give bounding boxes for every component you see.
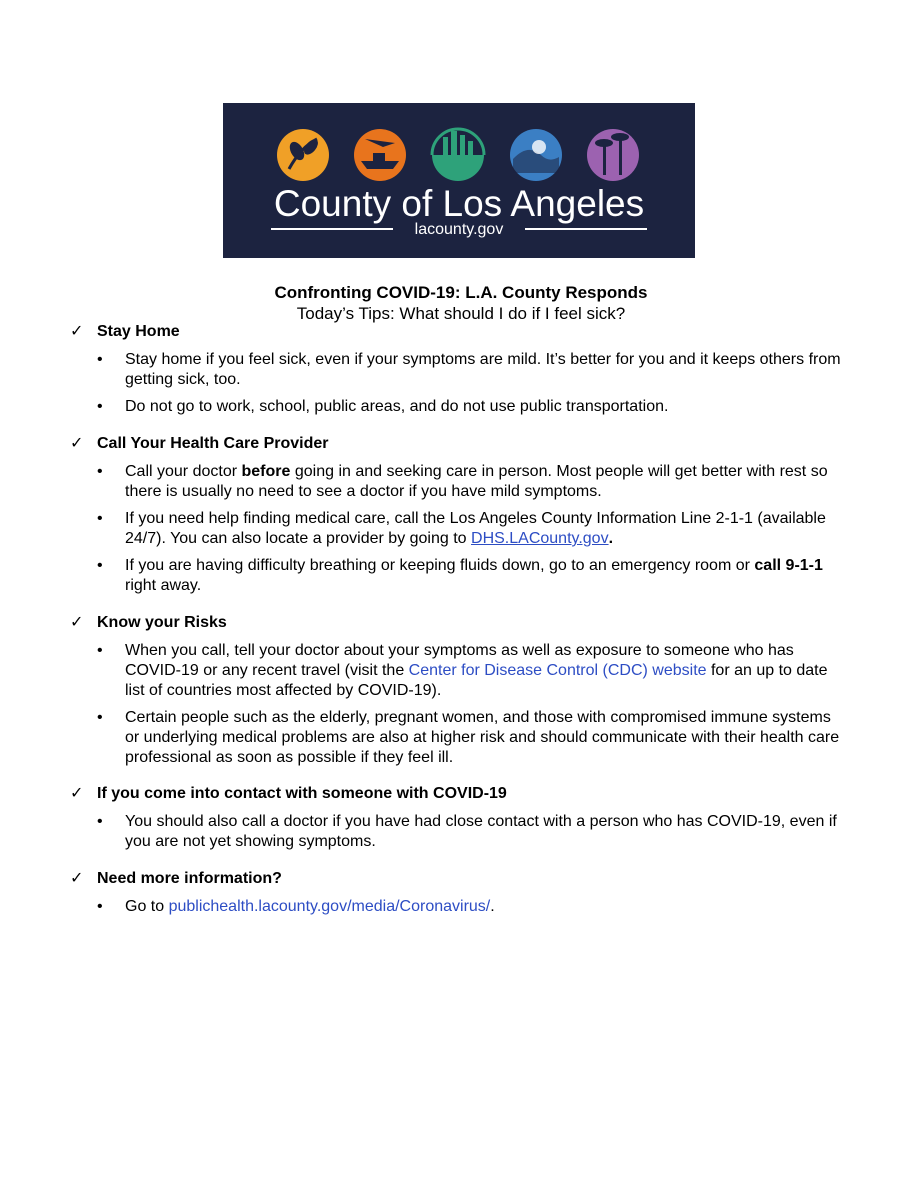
checkmark-icon: ✓: [70, 614, 84, 631]
bullet-icon: •: [97, 398, 103, 415]
bullet-icon: •: [97, 557, 103, 574]
list-item: • If you need help finding medical care, call the Los Angeles County Information Line 2-1-1 (available 24/7). You can also locate a provider by going to DHS.LACounty.gov.: [97, 510, 826, 547]
checkmark-icon: ✓: [70, 323, 84, 340]
section-title: Need more information?: [97, 870, 282, 887]
agriculture-seal-icon: [277, 129, 329, 181]
list-item: • If you are having difficulty breathing or keeping fluids down, go to an emergency room or call 9-1-1 right away.: [97, 557, 823, 594]
section-contact: [0, 783, 922, 852]
list-item: • You should also call a doctor if you have had close contact with a person who has COVID-19, even if you are not yet showing symptoms.: [97, 813, 837, 850]
cdc-link[interactable]: Center for Disease Control (CDC) website: [408, 662, 707, 679]
list-item: • Call your doctor before going in and seeking care in person. Most people will get better with rest so there is usually no need to see a doctor if you have mild symptoms.: [97, 463, 828, 500]
list-item: • Stay home if you feel sick, even if your symptoms are mild. It’s better for you and it keeps others from getting sick, too.: [97, 351, 841, 388]
bullet-icon: •: [97, 709, 103, 726]
logo-org-name: County of Los Angeles: [273, 183, 645, 224]
checkmark-icon: ✓: [70, 785, 84, 802]
bullet-icon: •: [97, 351, 103, 368]
skyline-seal-icon: [432, 129, 484, 181]
section-know-risks: [0, 612, 922, 768]
checkmark-icon: ✓: [70, 435, 84, 452]
bullet-icon: •: [97, 510, 103, 527]
bullet-icon: •: [97, 813, 103, 830]
section-title: If you come into contact with someone with COVID-19: [97, 785, 507, 802]
page-title: Confronting COVID-19: L.A. County Responds: [274, 283, 648, 302]
page-subtitle: Today’s Tips: What should I do if I feel sick?: [296, 304, 626, 323]
coronavirus-info-link[interactable]: publichealth.lacounty.gov/media/Coronavirus/: [168, 898, 491, 915]
logo-url: lacounty.gov: [414, 221, 504, 238]
header: [0, 282, 922, 324]
county-logo: [223, 103, 695, 258]
list-item: • Do not go to work, school, public areas, and do not use public transportation.: [97, 398, 669, 415]
section-call-provider: [0, 433, 922, 596]
transport-seal-icon: [354, 129, 406, 181]
list-item: • Go to publichealth.lacounty.gov/media/Coronavirus/.: [97, 898, 495, 915]
bullet-icon: •: [97, 642, 103, 659]
section-title: Know your Risks: [97, 614, 227, 631]
list-item: • Certain people such as the elderly, pregnant women, and those with compromised immune systems or underlying medical problems are also at higher risk and should communicate with their health care professional as soon as possible if they feel ill.: [97, 709, 840, 766]
bullet-icon: •: [97, 463, 103, 480]
dhs-link[interactable]: DHS.LACounty.gov: [471, 530, 609, 547]
ocean-seal-icon: [510, 129, 562, 181]
palm-seal-icon: [587, 129, 639, 181]
section-stay-home: [0, 321, 922, 417]
checkmark-icon: ✓: [70, 870, 84, 887]
section-title: Call Your Health Care Provider: [97, 435, 329, 452]
bullet-icon: •: [97, 898, 103, 915]
section-more-info: [0, 868, 922, 917]
section-title: Stay Home: [97, 323, 180, 340]
list-item: • When you call, tell your doctor about your symptoms as well as exposure to someone who has COVID-19 or any recent travel (visit the Center for Disease Control (CDC) website for an up to date list of countries most affected by COVID-19).: [97, 642, 828, 699]
